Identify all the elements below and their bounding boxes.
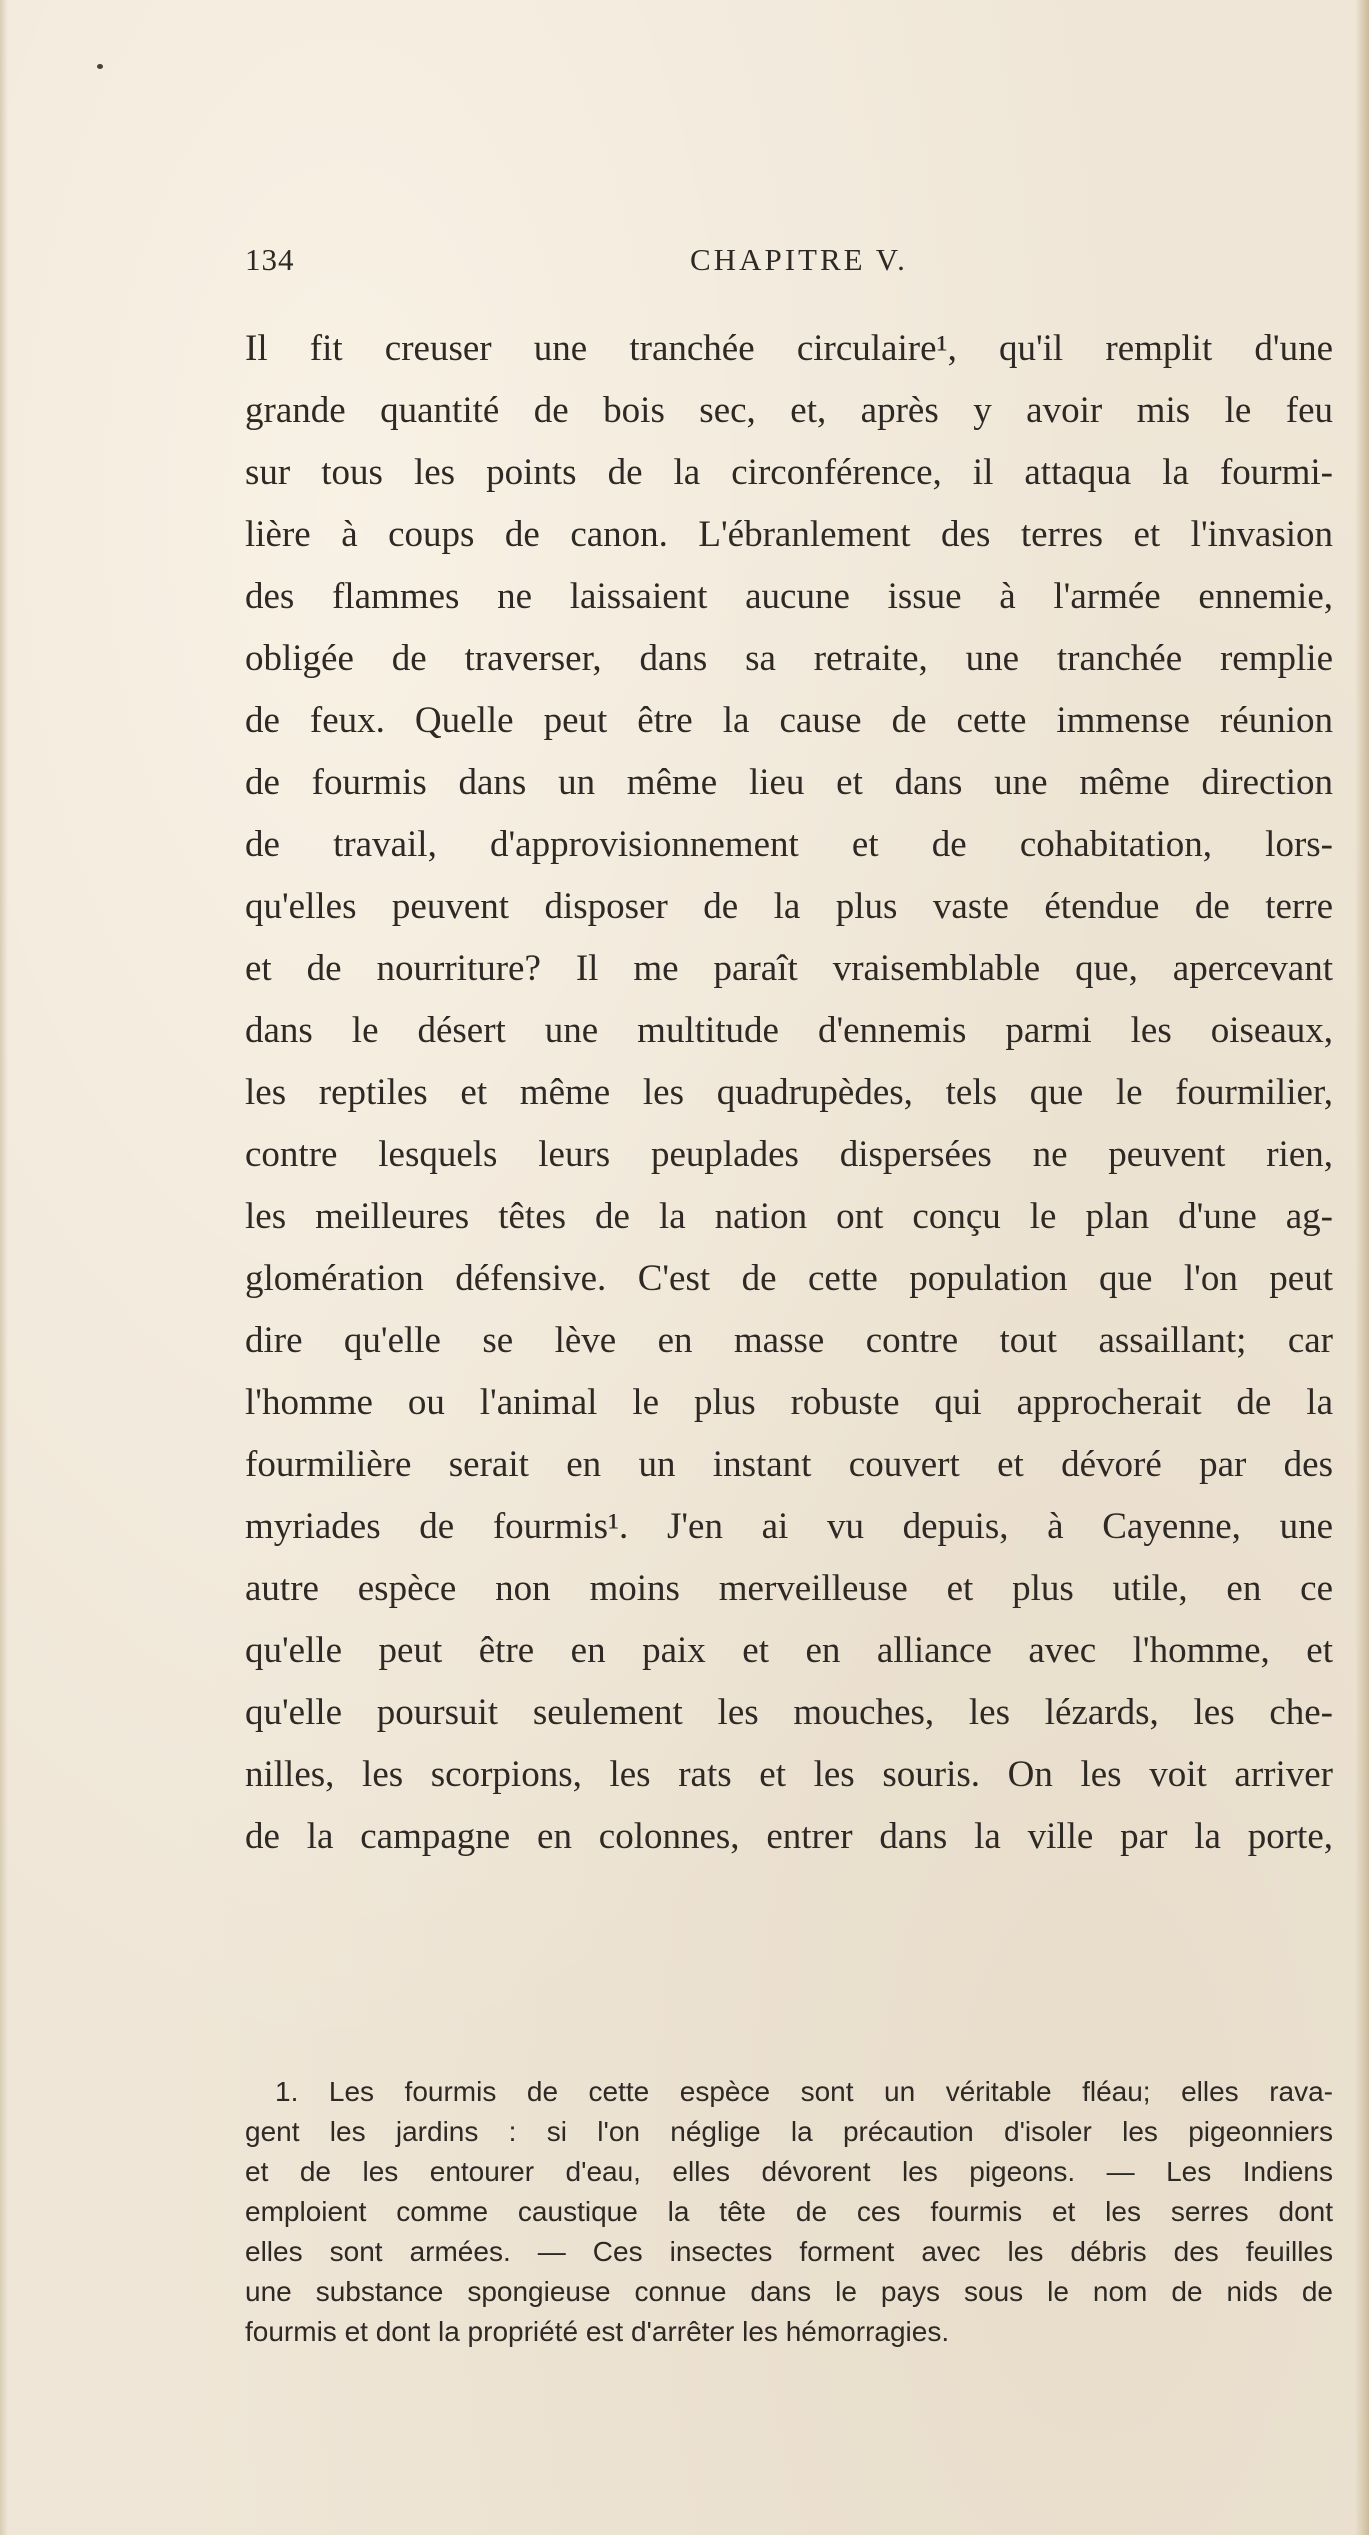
body-line: Il fit creuser une tranchée circulaire¹, qu'il remplit d'une xyxy=(245,328,1333,369)
page-left-edge xyxy=(0,0,8,2535)
body-line: obligée de traverser, dans sa retraite, une tranchée remplie xyxy=(245,638,1333,679)
body-line: et de nourriture? Il me paraît vraisemblable que, apercevant xyxy=(245,948,1333,989)
body-line: de fourmis dans un même lieu et dans une même direction xyxy=(245,762,1333,803)
body-line: myriades de fourmis¹. J'en ai vu depuis, à Cayenne, une xyxy=(245,1506,1333,1547)
body-line: de feux. Quelle peut être la cause de cette immense réunion xyxy=(245,700,1333,741)
page-header xyxy=(245,242,1345,282)
page-number: 134 xyxy=(245,242,295,277)
body-line: des flammes ne laissaient aucune issue à l'armée ennemie, xyxy=(245,576,1333,617)
footnote-line: emploient comme caustique la tête de ces fourmis et les serres dont xyxy=(245,2196,1333,2227)
body-line: glomération défensive. C'est de cette population que l'on peut xyxy=(245,1258,1333,1299)
footnote-line: 1. Les fourmis de cette espèce sont un véritable fléau; elles rava- xyxy=(275,2076,1333,2107)
footnote xyxy=(245,2072,1333,2352)
body-line: lière à coups de canon. L'ébranlement des terres et l'invasion xyxy=(245,514,1333,555)
body-line: grande quantité de bois sec, et, après y avoir mis le feu xyxy=(245,390,1333,431)
body-line: autre espèce non moins merveilleuse et plus utile, en ce xyxy=(245,1568,1333,1609)
body-line: les reptiles et même les quadrupèdes, tels que le fourmilier, xyxy=(245,1072,1333,1113)
body-text xyxy=(245,318,1333,1868)
footnote-line: elles sont armées. — Ces insectes forment avec les débris des feuilles xyxy=(245,2236,1333,2267)
footnote-line: et de les entourer d'eau, elles dévorent les pigeons. — Les Indiens xyxy=(245,2156,1333,2187)
body-line: sur tous les points de la circonférence, il attaqua la fourmi- xyxy=(245,452,1333,493)
body-line: qu'elle peut être en paix et en alliance avec l'homme, et xyxy=(245,1630,1333,1671)
body-line: de travail, d'approvisionnement et de cohabitation, lors- xyxy=(245,824,1333,865)
footnote-line: fourmis et dont la propriété est d'arrêter les hémorragies. xyxy=(245,2316,950,2347)
body-line: l'homme ou l'animal le plus robuste qui approcherait de la xyxy=(245,1382,1333,1423)
footnote-line: une substance spongieuse connue dans le pays sous le nom de nids de xyxy=(245,2276,1333,2307)
body-line: nilles, les scorpions, les rats et les souris. On les voit arriver xyxy=(245,1754,1333,1795)
page-right-edge xyxy=(1355,0,1369,2535)
body-line: dire qu'elle se lève en masse contre tout assaillant; car xyxy=(245,1320,1333,1361)
running-head: CHAPITRE V. xyxy=(690,242,908,277)
body-line: de la campagne en colonnes, entrer dans la ville par la porte, xyxy=(245,1816,1333,1857)
footnote-line: gent les jardins : si l'on néglige la précaution d'isoler les pigeonniers xyxy=(245,2116,1333,2147)
body-line: contre lesquels leurs peuplades dispersées ne peuvent rien, xyxy=(245,1134,1333,1175)
body-line: qu'elles peuvent disposer de la plus vaste étendue de terre xyxy=(245,886,1333,927)
body-line: les meilleures têtes de la nation ont conçu le plan d'une ag- xyxy=(245,1196,1333,1237)
body-line: fourmilière serait en un instant couvert et dévoré par des xyxy=(245,1444,1333,1485)
body-line: dans le désert une multitude d'ennemis parmi les oiseaux, xyxy=(245,1010,1333,1051)
body-line: qu'elle poursuit seulement les mouches, les lézards, les che- xyxy=(245,1692,1333,1733)
ink-speck xyxy=(97,64,103,69)
